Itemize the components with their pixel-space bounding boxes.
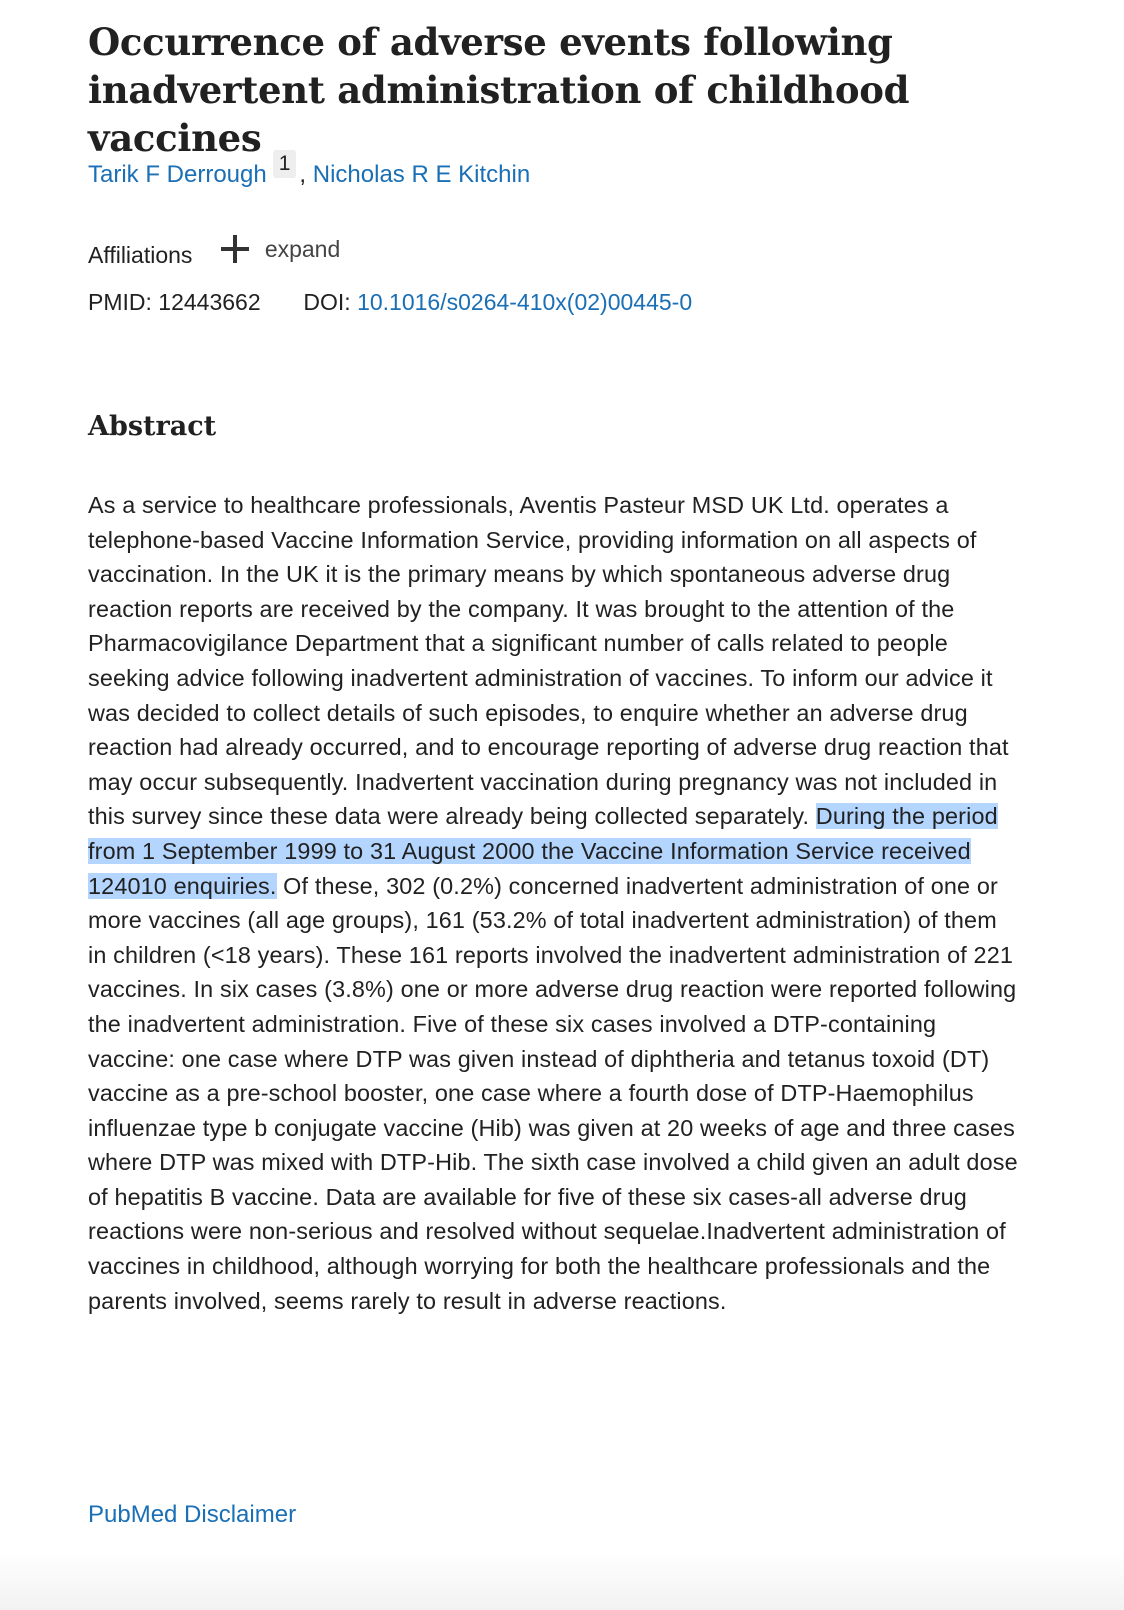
article-title: Occurrence of adverse events following inadvertent administration of childhood vaccines xyxy=(88,20,910,160)
doi-label: DOI: xyxy=(303,289,351,315)
abstract-selected-text: During the period from 1 September 1999 to 31 August 2000 the Vaccine Information Service received 124010 enquiries. xyxy=(88,803,998,899)
author-separator: , xyxy=(299,161,307,188)
author-link-kitchin[interactable]: Nicholas R E Kitchin xyxy=(312,161,531,188)
pubmed-disclaimer-link[interactable]: PubMed Disclaimer xyxy=(88,1501,297,1528)
abstract-text xyxy=(88,488,1018,1318)
abstract-heading: Abstract xyxy=(88,411,217,442)
author-link-derrough[interactable]: Tarik F Derrough xyxy=(88,161,267,188)
affiliations-label: Affiliations xyxy=(88,242,193,268)
affiliations-row xyxy=(88,229,340,269)
pmid-value: 12443662 xyxy=(158,289,261,315)
bottom-fade xyxy=(0,1550,1124,1610)
doi-link[interactable]: 10.1016/s0264-410x(02)00445-0 xyxy=(357,289,693,315)
expand-label: expand xyxy=(264,236,341,262)
affiliation-ref-badge[interactable]: 1 xyxy=(273,150,297,178)
pmid-label: PMID: xyxy=(88,289,152,315)
abstract-text-part-2: Of these, 302 (0.2%) concerned inadvertent administration of one or more vaccines (all age groups), 161 (53.2% of total inadvertent administration) of them in children (<18 years). These 161 reports involved the inadvertent administration of 221 vaccines. In six cases (3.8%) one or more adverse drug reaction were reported following the inadvertent administration. Five of these six cases involved a DTP-containing vaccine: one case where DTP was given instead of diphtheria and tetanus toxoid (DT) vaccine as a pre-school booster, one case where a fourth dose of DTP-Haemophilus influenzae type b conjugate vaccine (Hib) was given at 20 weeks of age and three cases where DTP was mixed with DTP-Hib. The sixth case involved a child given an adult dose of hepatitis B vaccine. Data are available for five of these six cases-all adverse drug reactions were non-serious and resolved without sequelae.Inadvertent administration of vaccines in childhood, although worrying for both the healthcare professionals and the parents involved, seems rarely to result in adverse reactions. xyxy=(88,872,1018,1314)
affiliations-expand-button[interactable] xyxy=(221,229,340,269)
pubmed-disclaimer xyxy=(88,1495,296,1535)
author-list xyxy=(88,150,530,194)
plus-icon xyxy=(221,235,249,263)
article-identifiers xyxy=(88,282,692,322)
abstract-text-part-1: As a service to healthcare professionals, Aventis Pasteur MSD UK Ltd. operates a telephone-based Vaccine Information Service, providing information on all aspects of vaccination. In the UK it is the primary means by which spontaneous adverse drug reaction reports are received by the company. It was brought to the attention of the Pharmacovigilance Department that a significant number of calls related to people seeking advice following inadvertent administration of vaccines. To inform our advice it was decided to collect details of such episodes, to enquire whether an adverse drug reaction had already occurred, and to encourage reporting of adverse drug reaction that may occur subsequently. Inadvertent vaccination during pregnancy was not included in this survey since these data were already being collected separately. xyxy=(88,492,1009,830)
